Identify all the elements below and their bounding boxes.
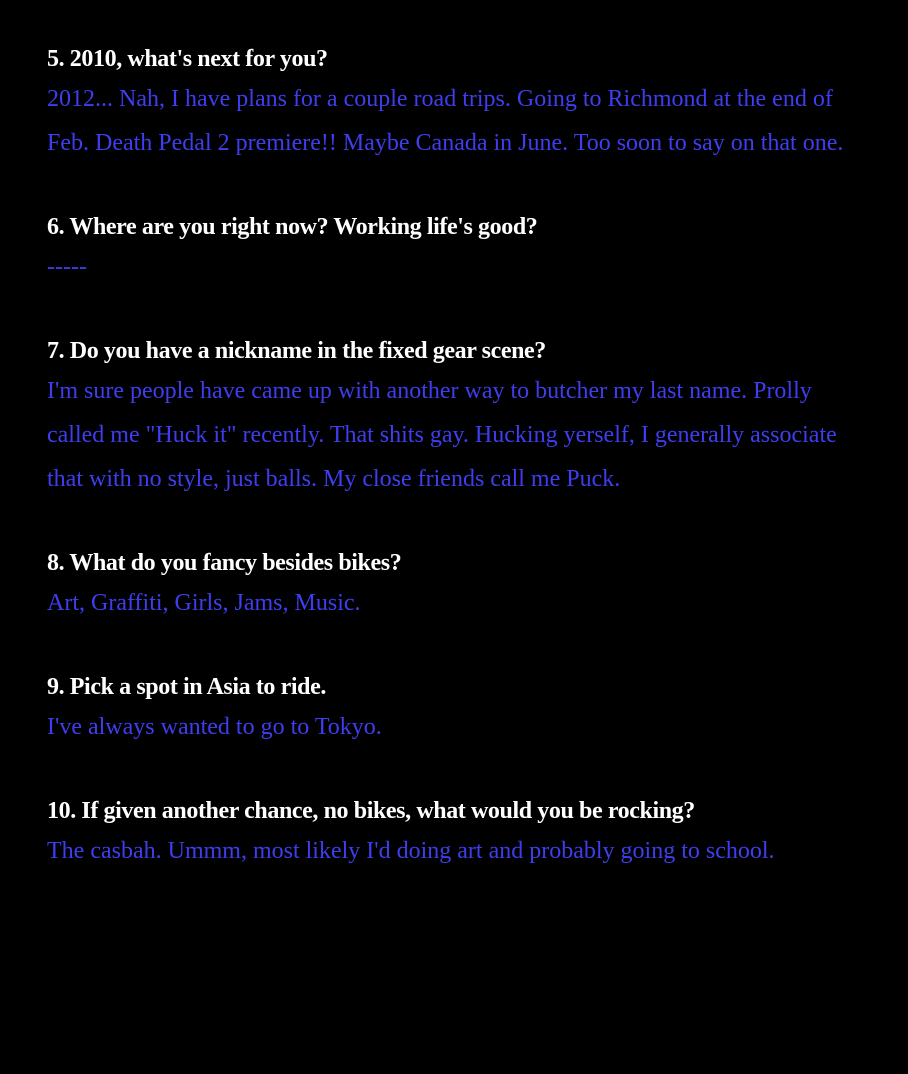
question-9: 9. Pick a spot in Asia to ride. (47, 674, 326, 700)
question-5: 5. 2010, what's next for you? (47, 46, 328, 72)
answer-7: I'm sure people have came up with another way to butcher my last name. Prolly called me "Huck it" recently. That shits gay. Hucking yerself, I generally associate that with no style, just balls. My close friends call me Puck. (47, 378, 837, 492)
qa-item-8 (47, 545, 868, 625)
answer-9: I've always wanted to go to Tokyo. (47, 714, 382, 740)
qa-item-10 (47, 793, 868, 873)
qa-item-9 (47, 669, 868, 749)
qa-item-5 (47, 41, 868, 165)
question-6: 6. Where are you right now? Working life's good? (47, 214, 538, 240)
answer-8: Art, Graffiti, Girls, Jams, Music. (47, 590, 361, 616)
qa-item-7 (47, 333, 868, 501)
question-8: 8. What do you fancy besides bikes? (47, 550, 402, 576)
answer-5: 2012... Nah, I have plans for a couple road trips. Going to Richmond at the end of Feb. Death Pedal 2 premiere!! Maybe Canada in June. Too soon to say on that one. (47, 86, 844, 156)
question-7: 7. Do you have a nickname in the fixed gear scene? (47, 338, 546, 364)
answer-10: The casbah. Ummm, most likely I'd doing art and probably going to school. (47, 838, 775, 864)
question-10: 10. If given another chance, no bikes, what would you be rocking? (47, 798, 695, 824)
qa-item-6 (47, 209, 868, 289)
answer-6: ----- (47, 254, 87, 280)
